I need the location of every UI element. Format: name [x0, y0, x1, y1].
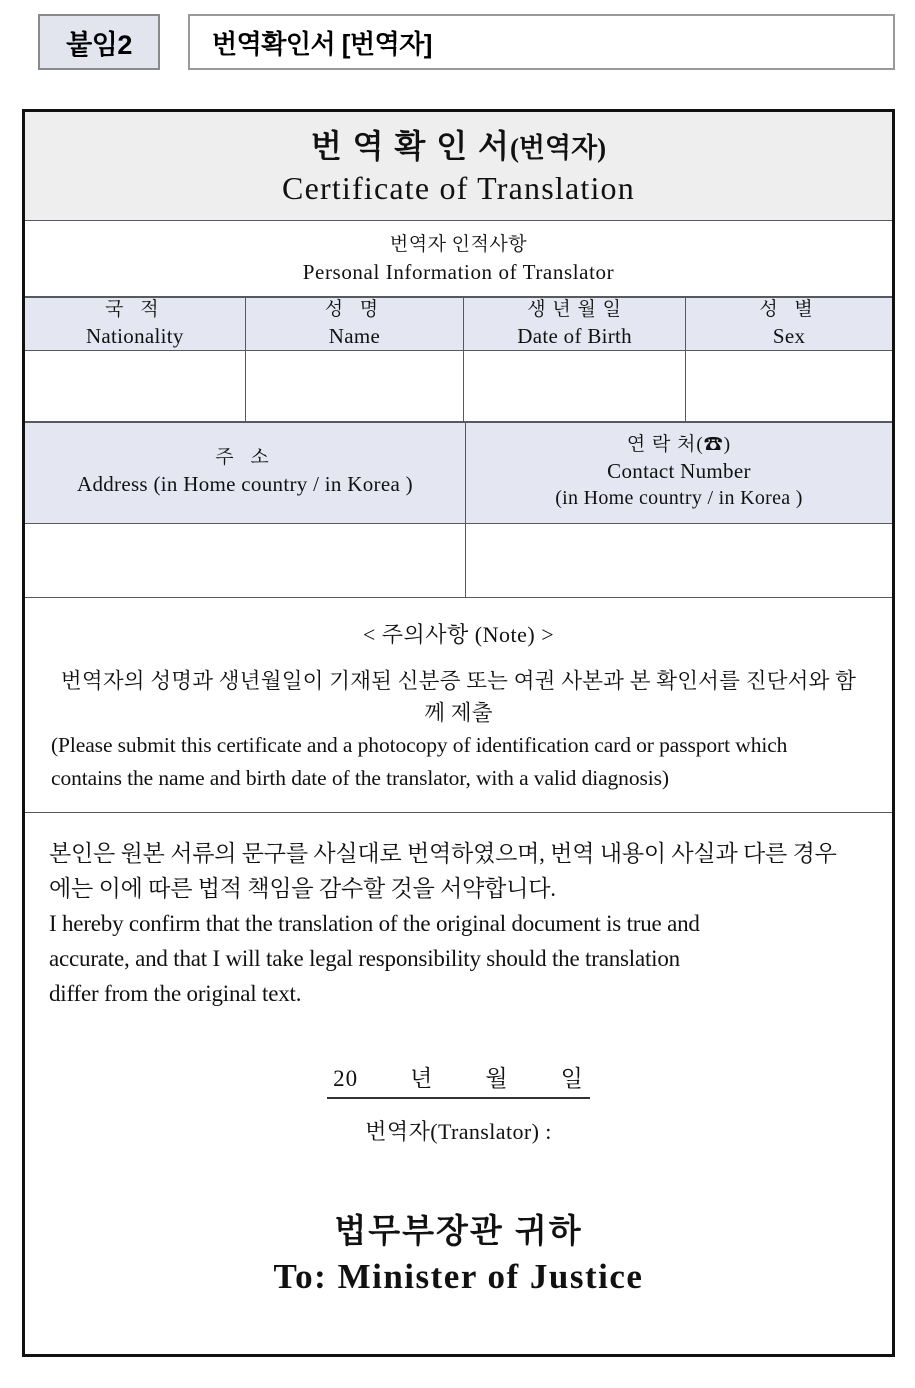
- header-cell-date-of-birth: [464, 297, 686, 350]
- input-cell-date-of-birth[interactable]: [464, 350, 686, 421]
- input-cell-contact-number[interactable]: [465, 523, 892, 597]
- personal-info-table: [25, 297, 892, 422]
- input-cell-sex[interactable]: [686, 350, 892, 421]
- header-cell-name: [245, 297, 463, 350]
- table-input-row: [25, 350, 892, 421]
- personal-info-subheading-korean: 번역자 인적사항: [389, 234, 528, 255]
- note-body: [51, 665, 866, 794]
- input-cell-name[interactable]: [245, 350, 463, 421]
- date-year-label: 년: [410, 1065, 434, 1091]
- declaration-english-line1: I hereby confirm that the translation of the original document is true and: [49, 910, 700, 936]
- note-text-korean: 번역자의 성명과 생년월일이 기재된 신분증 또는 여권 사본과 본 확인서를 진단서와 함께 제출: [60, 668, 857, 726]
- attachment-number-label: 붙임2: [66, 29, 132, 60]
- signature-line[interactable]: 번역자(Translator) :: [365, 1118, 552, 1144]
- address-input-row: [25, 523, 892, 597]
- note-text-english-line2: contains the name and birth date of the translator, with a valid diagnosis): [51, 765, 669, 790]
- form-title-band: [25, 112, 892, 221]
- header-address-english: Address (in Home country / in Korea ): [76, 471, 413, 496]
- header-cell-address: [25, 422, 465, 523]
- declaration-text: [49, 837, 868, 1012]
- declaration-english-line3: differ from the original text.: [49, 980, 302, 1006]
- note-section: [25, 598, 892, 813]
- date-section: [49, 1060, 868, 1099]
- form-title-korean-paren: (번역자): [509, 133, 607, 163]
- header-contact-korean: 연 락 처(☎): [626, 433, 732, 455]
- addressee-section: [49, 1210, 868, 1299]
- document-type-label: 번역확인서 [번역자]: [212, 28, 432, 59]
- document-type-box: [188, 14, 895, 70]
- addressee-english: To: Minister of Justice: [273, 1256, 644, 1296]
- header-cell-contact-number: [465, 422, 892, 523]
- header-contact-english: Contact Number: [607, 458, 751, 483]
- form-title-korean: [25, 126, 892, 166]
- input-cell-nationality[interactable]: [25, 350, 245, 421]
- address-header-row: [25, 422, 892, 523]
- header-cell-nationality: [25, 297, 245, 350]
- declaration-korean-line1: 본인은 원본 서류의 문구를 사실대로 번역하였으며, 번역 내용이 사실과 다른 경우: [49, 840, 837, 866]
- attachment-number-tag: [38, 14, 160, 70]
- note-text-english-line1: (Please submit this certificate and a photocopy of identification card or passport which: [51, 733, 788, 758]
- address-contact-table: [25, 422, 892, 598]
- header-nationality-korean: 국 적: [105, 298, 165, 320]
- form-title-korean-main: 번 역 확 인 서: [310, 128, 510, 164]
- header-nationality-english: Nationality: [85, 323, 184, 348]
- header-dob-english: Date of Birth: [517, 323, 632, 348]
- personal-info-subheading: [25, 221, 892, 297]
- header-dob-korean: 생 년 월 일: [527, 298, 622, 320]
- date-month-label: 월: [485, 1065, 509, 1091]
- personal-info-subheading-english: Personal Information of Translator: [302, 259, 615, 284]
- header-cell-sex: [686, 297, 892, 350]
- declaration-korean-line2: 에는 이에 따른 법적 책임을 감수할 것을 서약합니다.: [49, 875, 556, 901]
- header-name-english: Name: [328, 323, 381, 348]
- addressee-korean: 법무부장관 귀하: [334, 1211, 583, 1249]
- header-name-korean: 성 명: [324, 298, 385, 320]
- header-sex-korean: 성 별: [759, 298, 819, 320]
- declaration-english-line2: accurate, and that I will take legal responsibility should the translation: [49, 945, 680, 971]
- note-title: < 주의사항 (Note) >: [362, 621, 555, 647]
- certificate-form: [22, 109, 895, 1357]
- input-cell-address[interactable]: [25, 523, 465, 597]
- header-contact-english-secondary: (in Home country / in Korea ): [555, 486, 803, 509]
- declaration-section: [25, 813, 892, 1298]
- header-address-korean: 주 소: [215, 446, 275, 468]
- date-fill-line[interactable]: [327, 1060, 590, 1099]
- date-day-label: 일: [560, 1065, 584, 1091]
- header-sex-english: Sex: [772, 323, 806, 348]
- form-title-english: Certificate of Translation: [282, 170, 635, 206]
- page-header: [0, 0, 915, 70]
- table-header-row: [25, 297, 892, 350]
- date-year-prefix: 20: [333, 1065, 359, 1091]
